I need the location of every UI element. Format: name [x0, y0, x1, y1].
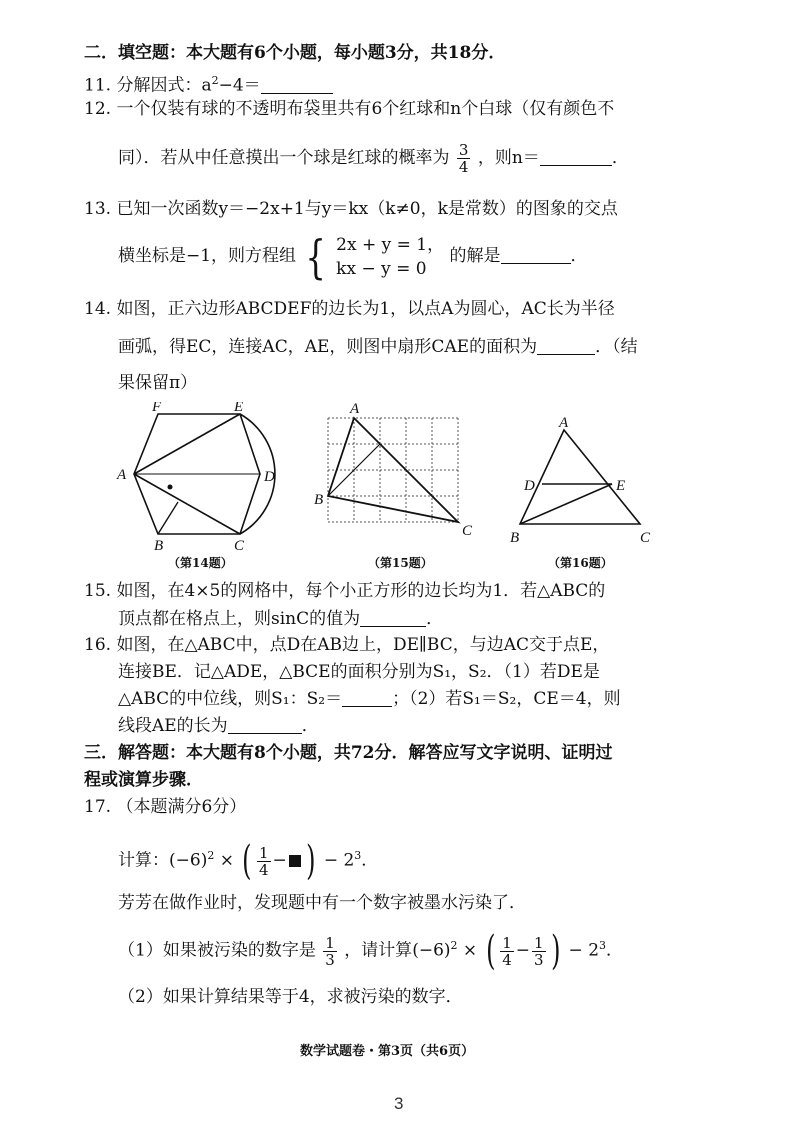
label-c: C — [234, 538, 245, 552]
section2-header: 二．填空题：本大题有6个小题，每小题3分，共18分． — [84, 43, 506, 63]
answer-blank — [537, 337, 595, 355]
probability-fraction: $\frac{3}{4}$ — [458, 141, 469, 176]
question-16-line1: 16. 如图，在△ABC中，点D在AB边上，DE∥BC，与边AC交于点E， — [84, 635, 610, 655]
question-12-line2: 同）．若从中任意摸出一个球是红球的概率为 $\frac{3}{4}$ ，则n＝ ． — [118, 141, 629, 176]
label-c: C — [640, 530, 651, 546]
fraction-third: $\frac{1}{3}$ — [325, 933, 335, 969]
question-17-header: 17. （本题满分6分） — [84, 797, 247, 817]
question-11: 11. 分解因式：$a^2-4=$ — [84, 70, 333, 97]
figure-16-caption: （第16题） — [548, 556, 613, 570]
figure-14-hexagon — [112, 402, 282, 552]
label-e: E — [234, 402, 244, 415]
question-15-line1: 15. 如图，在4×5的网格中，每个小正方形的边长均为1．若△ABC的 — [84, 581, 606, 601]
question-13-line2: 横坐标是−1，则方程组 { 2x + y = 1， kx − y = 0 的解是 ． — [118, 229, 588, 284]
ink-dot — [168, 485, 173, 490]
equation-system: 2x + y = 1， kx − y = 0 — [336, 234, 445, 279]
label-e: E — [616, 478, 626, 494]
question-17-story: 芳芳在做作业时，发现题中有一个数字被墨水污染了． — [118, 893, 526, 913]
page-footer: 数学试题卷・第3页（共6页） — [300, 1044, 475, 1059]
label-a: A — [117, 467, 127, 483]
system-brace: { — [305, 229, 327, 284]
answer-blank — [261, 76, 333, 94]
question-16-line2: 连接BE．记△ADE，△BCE的面积分别为S₁，S₂．（1）若DE是 — [118, 662, 600, 682]
label-f: F — [152, 402, 162, 415]
label-d: D — [524, 478, 535, 494]
segment-b-inner — [158, 502, 178, 534]
fraction-quarter: $\frac{1}{4}$ — [259, 843, 269, 879]
figure-16-triangle — [508, 412, 658, 552]
page-number: 3 — [394, 1094, 404, 1113]
label-c: C — [462, 523, 473, 539]
segment-ae — [134, 414, 240, 474]
section3-header-line1: 三．解答题：本大题有8个小题，共72分．解答应写文字说明、证明过 — [84, 743, 613, 763]
label-b: B — [510, 530, 520, 546]
question-15-line2: 顶点都在格点上，则sinC的值为 ． — [118, 609, 444, 629]
section3-header-line2: 程或演算步骤． — [84, 770, 203, 790]
answer-blank — [360, 609, 426, 627]
label-a: A — [350, 401, 360, 417]
label-a: A — [559, 415, 569, 431]
grid-lines — [328, 418, 458, 522]
label-d: D — [264, 469, 275, 485]
question-14-line3: 果保留π） — [118, 373, 198, 393]
segment-ac — [134, 474, 240, 534]
answer-blank — [501, 246, 571, 264]
label-b: B — [154, 538, 164, 552]
answer-blank — [540, 148, 612, 166]
question-17-part1: （1）如果被污染的数字是 $\frac{1}{3}$ ，请计算$(-6)^2$ × ( $\frac{1}{4}$ − $\frac{1}{3}$ ) − $2^3$． — [118, 928, 624, 975]
label-b: B — [314, 492, 324, 508]
question-16-line3: △ABC的中位线，则S₁：S₂＝ ；（2）若S₁＝S₂，CE＝4，则 — [118, 689, 621, 709]
question-14-line2: 画弧，得EC，连接AC，AE，则图中扇形CAE的面积为 ．（结 — [118, 337, 638, 357]
figure-15-caption: （第15题） — [368, 556, 433, 570]
question-12-line1: 12. 一个仅装有球的不透明布袋里共有6个红球和n个白球（仅有颜色不 — [84, 99, 615, 119]
answer-blank — [228, 716, 302, 734]
triangle-abc — [520, 430, 640, 524]
ink-blot-icon — [289, 855, 301, 867]
question-17-expression: 计算：$(-6)^2$ × ( $\frac{1}{4}$ − ) − $2^3$． — [118, 838, 379, 885]
figure-14-caption: （第14题） — [168, 556, 233, 570]
answer-blank — [342, 689, 392, 707]
question-14-line1: 14. 如图，正六边形ABCDEF的边长为1，以点A为圆心，AC长为半径 — [84, 299, 615, 319]
question-13-line1: 13. 已知一次函数y＝−2x+1与y＝kx（k≠0，k是常数）的图象的交点 — [84, 199, 618, 219]
question-16-line4: 线段AE的长为 ． — [118, 716, 319, 736]
figure-15-grid — [310, 400, 480, 550]
question-17-part2: （2）如果计算结果等于4，求被污染的数字． — [118, 987, 463, 1007]
